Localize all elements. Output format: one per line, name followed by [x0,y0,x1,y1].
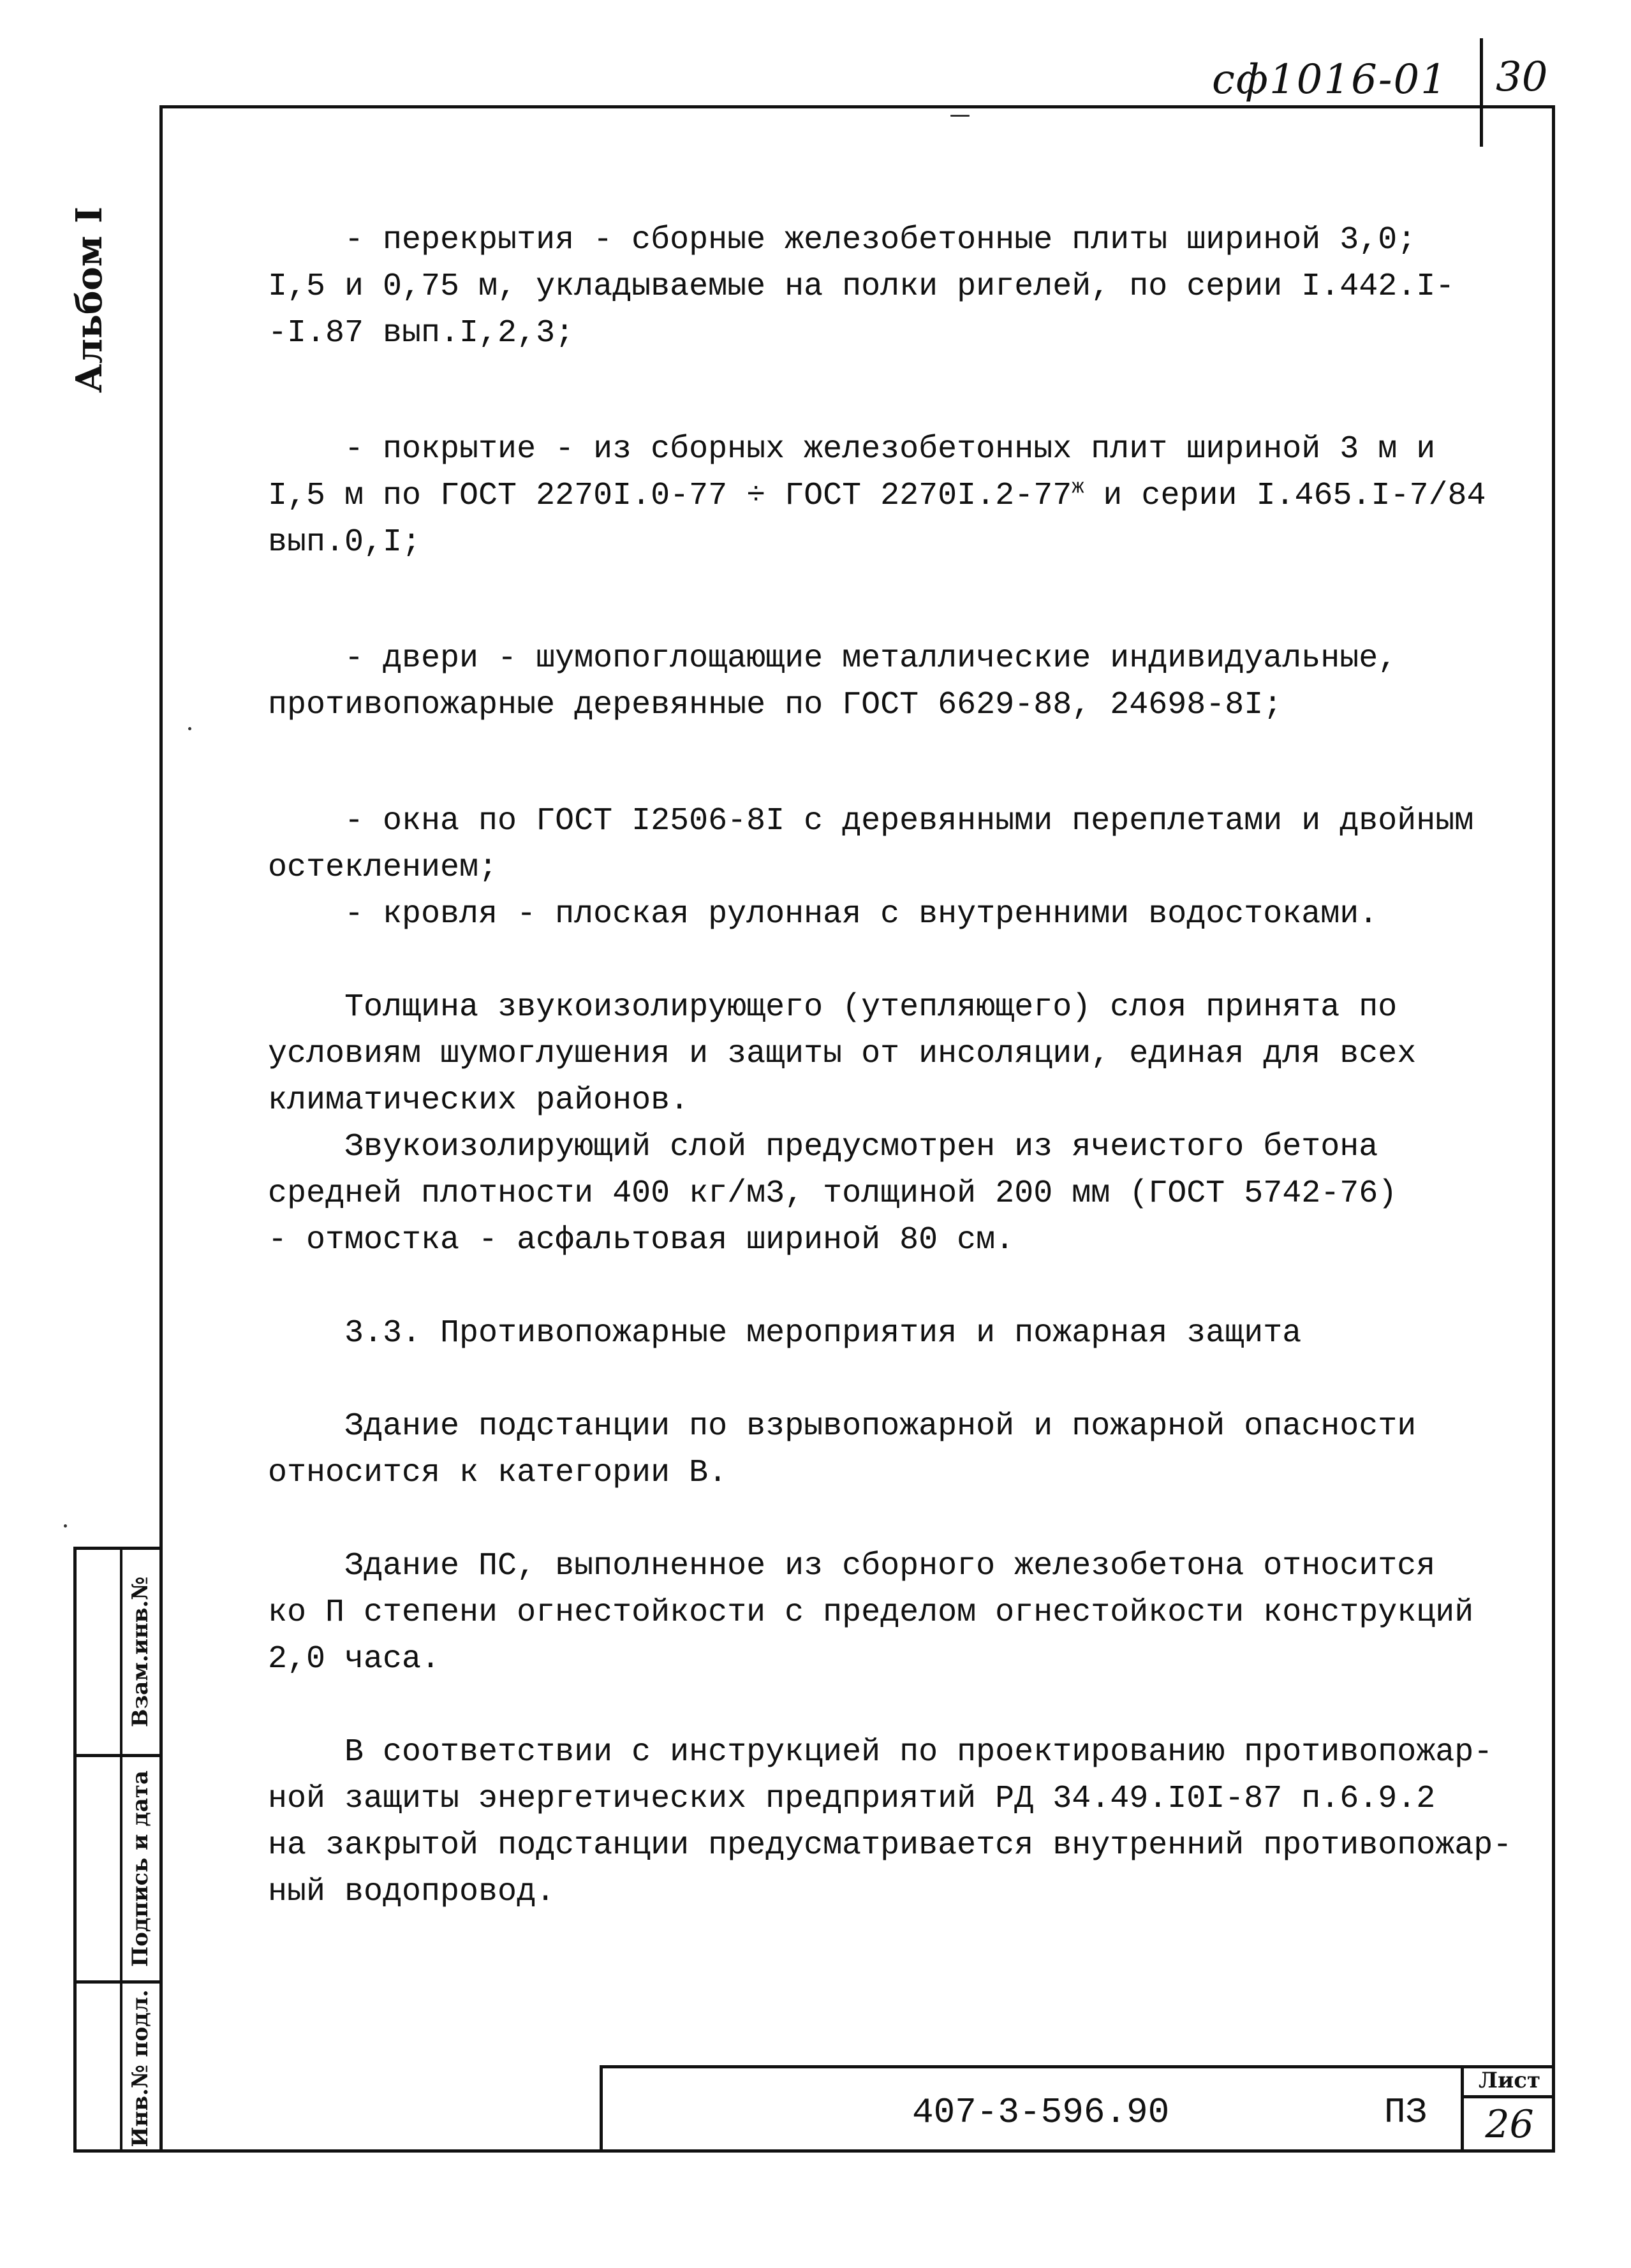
scan-speck [64,1524,67,1528]
paragraph-roof-cover [268,426,1524,566]
section-heading: 3.3. Противопожарные мероприятия и пожарная защита [268,1315,1302,1351]
superscript-mark: ж [1072,475,1084,499]
text-line: I,5 м по ГОСТ 2270I.0-77 ÷ ГОСТ 2270I.2-77 [268,478,1072,514]
paragraph-floors [268,217,1524,357]
document-body [268,217,1524,1915]
text-line: В соответствии с инструкцией по проектированию противопожар- [268,1734,1493,1771]
paragraph-insulation [268,984,1524,1263]
text-line: ко П степени огнестойкости с пределом огнестойкости конструкций [268,1594,1474,1631]
album-label: Альбом I [68,206,110,394]
stamp-page-number: 30 [1496,54,1548,101]
scan-speck [950,115,970,117]
text-line: на закрытой подстанции предусматривается внутренний противопожар- [268,1827,1512,1864]
document-code: 407-3-596.90 [912,2092,1170,2133]
text-line: - окна по ГОСТ I2506-8I с деревянными переплетами и двойным [268,803,1474,839]
side-stamp-label: Инв.№ подл. [128,1989,153,2147]
sheet-label: Лист [1464,2065,1555,2098]
text-line: - двери - шумопоглощающие металлические индивидуальные, [268,640,1398,677]
document-section: ПЗ [1384,2092,1428,2133]
side-stamp-row-inventory [77,1984,163,2153]
side-stamp-row-signature [77,1757,163,1984]
text-line: ный водопровод. [268,1874,556,1910]
text-line: - отмостка - асфальтовая шириной 80 см. [268,1222,1015,1258]
text-line: средней плотности 400 кг/м3, толщиной 200 мм (ГОСТ 5742-76) [268,1175,1398,1212]
text-line: - кровля - плоская рулонная с внутренними водостоками. [268,896,1378,932]
text-line: климатических районов. [268,1082,690,1119]
scan-speck [188,727,191,730]
side-stamp [73,1547,163,2153]
paragraph-water-supply [268,1729,1524,1915]
paragraph-doors [268,635,1524,728]
text-line: - покрытие - из сборных железобетонных плит шириной 3 м и [268,431,1436,468]
text-line: Звукоизолирующий слой предусмотрен из ячеистого бетона [268,1129,1378,1165]
side-stamp-label: Подпись и дата [128,1770,153,1968]
text-line-composite [268,473,1524,519]
paragraph-fire-resistance [268,1543,1524,1683]
text-line: - перекрытия - сборные железобетонные плиты шириной 3,0; [268,222,1417,258]
section-heading-fire-protection [268,1310,1524,1357]
sheet-number: 26 [1485,2102,1534,2147]
text-line: Толщина звукоизолирующего (утепляющего) слоя принята по [268,989,1398,1026]
side-stamp-row-replacement [77,1550,163,1757]
text-line: ной защиты энергетических предприятий РД 34.49.I0I-87 п.6.9.2 [268,1781,1436,1817]
text-line-tail: и серии I.465.I-7/84 [1084,478,1486,514]
text-line: Здание подстанции по взрывопожарной и пожарной опасности [268,1408,1417,1445]
text-line: относится к категории В. [268,1455,728,1491]
text-line: остеклением; [268,850,498,886]
stamp-code: сф1016-01 [1212,56,1448,103]
text-line: противопожарные деревянные по ГОСТ 6629-88, 24698-8I; [268,687,1283,723]
text-line: 2,0 часа. [268,1641,441,1677]
text-line: I,5 и 0,75 м, укладываемые на полки ригелей, по серии I.442.I- [268,269,1455,305]
text-line: -I.87 вып.I,2,3; [268,315,575,351]
text-line: условиям шумоглушения и защиты от инсоляции, единая для всех [268,1036,1417,1072]
sheet-box [1461,2065,1555,2153]
paragraph-fire-category [268,1403,1524,1496]
text-line: Здание ПС, выполненное из сборного железобетона относится [268,1548,1436,1584]
side-stamp-label: Взам.инв.№ [128,1576,153,1728]
paragraph-windows [268,798,1524,938]
text-line: вып.0,I; [268,524,422,561]
